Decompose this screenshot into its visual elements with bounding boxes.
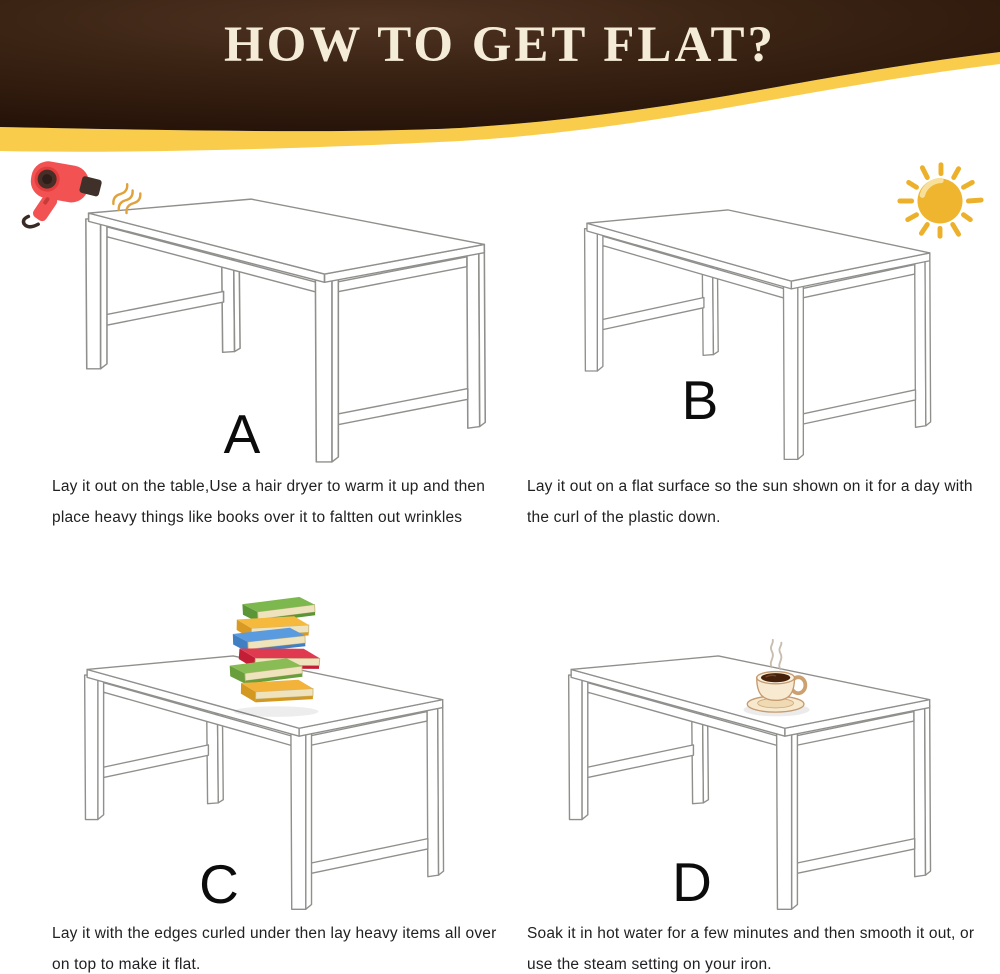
method-label-d: D: [672, 851, 712, 913]
caption-line: use the steam setting on your iron.: [527, 956, 772, 973]
caption-line: on top to make it flat.: [52, 956, 201, 973]
caption-line: Soak it in hot water for a few minutes and then smooth it out, or: [527, 925, 975, 942]
method-caption-a: [52, 471, 485, 533]
coffee-cup-icon: [730, 638, 825, 723]
caption-line: place heavy things like books over it to faltten out wrinkles: [52, 509, 463, 526]
page-title: HOW TO GET FLAT?: [223, 17, 777, 73]
steam-icon: [771, 640, 782, 669]
heat-waves-icon: [110, 183, 142, 216]
method-label-a: A: [223, 403, 261, 465]
method-caption-d: [527, 918, 974, 974]
caption-line: Lay it out on a flat surface so the sun shown on it for a day with: [527, 478, 973, 495]
table-illustration: [84, 195, 488, 471]
method-label-c: C: [199, 853, 239, 915]
caption-line: Lay it out on the table,Use a hair dryer to warm it up and then: [52, 478, 486, 495]
method-caption-c: [52, 918, 496, 974]
books-stack-icon: [221, 597, 327, 718]
method-caption-b: [527, 471, 973, 533]
caption-line: the curl of the plastic down.: [527, 509, 721, 526]
sun-icon: [890, 155, 990, 247]
hair-dryer-icon: [18, 152, 148, 236]
header-banner: [0, 0, 1000, 170]
table-illustration: [583, 206, 933, 468]
caption-line: Lay it with the edges curled under then lay heavy items all over: [52, 925, 497, 942]
method-label-b: B: [681, 369, 719, 431]
